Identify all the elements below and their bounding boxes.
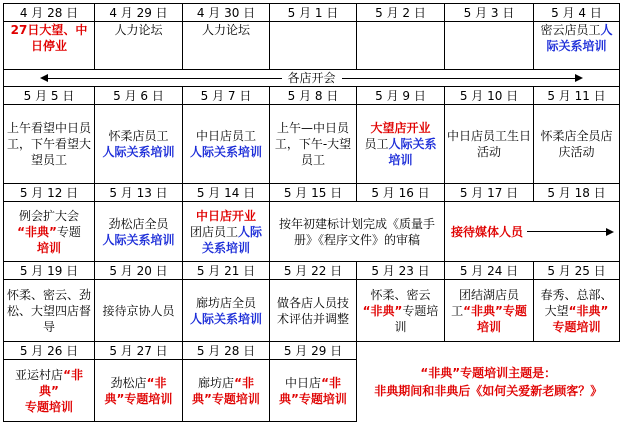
date-row-5: [4, 342, 620, 360]
event-text: 员工: [364, 137, 389, 151]
date-cell: 5 月 10 日: [445, 87, 534, 105]
event-text: 接待媒体人员: [450, 224, 523, 239]
event-text: 团店员工: [189, 224, 238, 239]
arrow-left-icon: [40, 74, 48, 82]
event-text: 廊坊店: [198, 375, 235, 390]
event-cell: [4, 360, 95, 422]
event-cell: [95, 280, 183, 342]
event-text: 人力论坛: [201, 23, 250, 37]
date-cell: 5 月 23 日: [357, 262, 445, 280]
event-text: 劲松店: [110, 375, 147, 390]
date-cell: 5 月 27 日: [95, 342, 183, 360]
event-cell: [445, 202, 620, 262]
event-text: 怀柔、密云: [370, 287, 431, 302]
event-text: 廊坊店全员: [195, 295, 256, 310]
date-cell: 4 月 30 日: [183, 4, 270, 22]
event-text: 人力论坛: [114, 23, 163, 37]
date-cell: 5 月 29 日: [270, 342, 357, 360]
date-cell: 5 月 22 日: [270, 262, 357, 280]
date-cell: 5 月 6 日: [95, 87, 183, 105]
date-cell: 5 月 20 日: [95, 262, 183, 280]
event-text: 上午看望中日员工，下午看望大望员工: [6, 121, 91, 167]
date-cell: 5 月 7 日: [183, 87, 270, 105]
event-text: 专题培训: [552, 319, 601, 334]
date-cell: 4 月 29 日: [95, 4, 183, 22]
event-text: 人际关系培训: [201, 224, 263, 255]
media-event: [447, 224, 617, 240]
date-cell: 5 月 24 日: [445, 262, 534, 280]
event-text: “非典”: [568, 303, 609, 318]
event-text: 中日店员工: [195, 129, 256, 143]
event-cell: [4, 22, 95, 70]
event-text: “非典”专题培训: [279, 375, 347, 406]
date-cell: 5 月 21 日: [183, 262, 270, 280]
event-cell: [534, 22, 620, 70]
date-cell: 5 月 8 日: [270, 87, 357, 105]
date-cell: 5 月 28 日: [183, 342, 270, 360]
event-text: 按年初建标计划完成《质量手册》《程序文件》的审稿: [278, 216, 435, 247]
arrow-row: [4, 70, 620, 87]
date-cell: 5 月 14 日: [183, 184, 270, 202]
event-text: 人际关系培训: [102, 145, 175, 159]
date-cell: 5 月 18 日: [534, 184, 620, 202]
date-cell: 5 月 3 日: [445, 4, 534, 22]
event-cell: [183, 280, 270, 342]
event-cell: [270, 22, 357, 70]
date-row-4: [4, 262, 620, 280]
date-cell: 5 月 4 日: [534, 4, 620, 22]
event-text: 大望店开业: [370, 121, 431, 135]
event-text: “非典”: [463, 303, 503, 318]
event-cell: [4, 280, 95, 342]
meeting-arrow: [4, 70, 619, 86]
event-text: 人际关系培训: [189, 311, 262, 326]
date-cell: 5 月 16 日: [357, 184, 445, 202]
theme-note-body: 非典期间和非典后《如何关爱新老顾客？》: [374, 383, 603, 398]
date-cell: 5 月 25 日: [534, 262, 620, 280]
date-cell: 4 月 28 日: [4, 4, 95, 22]
date-cell: 5 月 2 日: [357, 4, 445, 22]
event-cell: [534, 105, 620, 184]
event-cell: [357, 105, 445, 184]
event-text: 人际关系培训: [388, 137, 437, 167]
content-row-3: [4, 202, 620, 262]
event-cell: [95, 22, 183, 70]
date-cell: 5 月 15 日: [270, 184, 357, 202]
event-cell: [95, 105, 183, 184]
event-text: 人际关系培训: [189, 145, 262, 159]
content-row-2: [4, 105, 620, 184]
event-text: 人际关系培训: [546, 23, 613, 53]
event-text: 劲松店全员: [108, 216, 169, 231]
date-cell: 5 月 13 日: [95, 184, 183, 202]
event-cell: [183, 202, 270, 262]
date-cell: 5 月 17 日: [445, 184, 534, 202]
theme-note-title: “非典”专题培训主题是：: [420, 365, 557, 380]
content-row-1: [4, 22, 620, 70]
date-cell: 5 月 11 日: [534, 87, 620, 105]
event-cell: [95, 360, 183, 422]
event-cell: [270, 280, 357, 342]
event-text: 密云店员工: [540, 23, 601, 37]
event-cell: [357, 280, 445, 342]
event-text: 27日大望、中日停业: [10, 23, 88, 53]
event-text: 专题: [56, 224, 81, 239]
event-text: 人际关系培训: [102, 232, 175, 247]
date-row-3: [4, 184, 620, 202]
content-row-4: [4, 280, 620, 342]
event-cell: [4, 105, 95, 184]
event-text: 中日店开业: [195, 208, 256, 223]
event-text: “非典”: [362, 303, 403, 318]
event-text: 做各店人员技术评估并调整: [276, 295, 349, 326]
media-arrow: [527, 227, 613, 237]
date-cell: 5 月 5 日: [4, 87, 95, 105]
date-cell: 5 月 19 日: [4, 262, 95, 280]
event-text: 中日店员工生日活动: [447, 129, 532, 159]
arrow-label: 各店开会: [281, 70, 341, 86]
event-text: 怀柔、密云、劲松、大望四店督导: [6, 287, 91, 334]
arrow-right-icon: [575, 74, 583, 82]
event-text: 亚运村店: [15, 367, 64, 382]
event-text: 怀柔店员工: [108, 129, 169, 143]
event-text: 中日店: [285, 375, 322, 390]
event-text: 接待京协人员: [102, 303, 175, 318]
event-text: “非典”: [17, 224, 57, 239]
event-cell: [445, 280, 534, 342]
event-cell: [445, 105, 534, 184]
schedule-table: [3, 3, 620, 422]
event-cell: [95, 202, 183, 262]
event-text: 培训: [36, 240, 61, 255]
arrow-line: [527, 231, 607, 232]
event-cell: [183, 22, 270, 70]
event-text: 专题培训: [476, 303, 527, 334]
arrow-right-icon: [606, 228, 614, 236]
event-cell: [4, 202, 95, 262]
event-text: 专题培训: [24, 399, 73, 414]
theme-note: [357, 342, 620, 422]
date-cell: 5 月 12 日: [4, 184, 95, 202]
arrow-cell: [4, 70, 620, 87]
event-text: 例会扩大会: [18, 208, 79, 223]
event-text: 上午—中日员工，下午-大望员工: [274, 121, 352, 167]
event-text: 春秀、总部、大望: [540, 287, 613, 318]
event-cell: [270, 360, 357, 422]
event-cell: [183, 105, 270, 184]
date-row-2: [4, 87, 620, 105]
event-cell: [270, 105, 357, 184]
event-cell: [357, 22, 445, 70]
date-cell: 5 月 26 日: [4, 342, 95, 360]
event-cell: [270, 202, 445, 262]
event-text: 专题培训: [394, 303, 439, 334]
date-cell: 5 月 1 日: [270, 4, 357, 22]
event-cell: [183, 360, 270, 422]
event-text: “非典”专题培训: [192, 375, 260, 406]
event-cell: [445, 22, 534, 70]
event-text: 团结湖店员工: [451, 287, 519, 318]
event-text: 怀柔店全员店庆活动: [540, 129, 613, 159]
date-cell: 5 月 9 日: [357, 87, 445, 105]
date-row-1: [4, 4, 620, 22]
event-text: “非典”专题培训: [104, 375, 173, 406]
event-text: “非典”: [39, 367, 83, 398]
event-cell: [534, 280, 620, 342]
